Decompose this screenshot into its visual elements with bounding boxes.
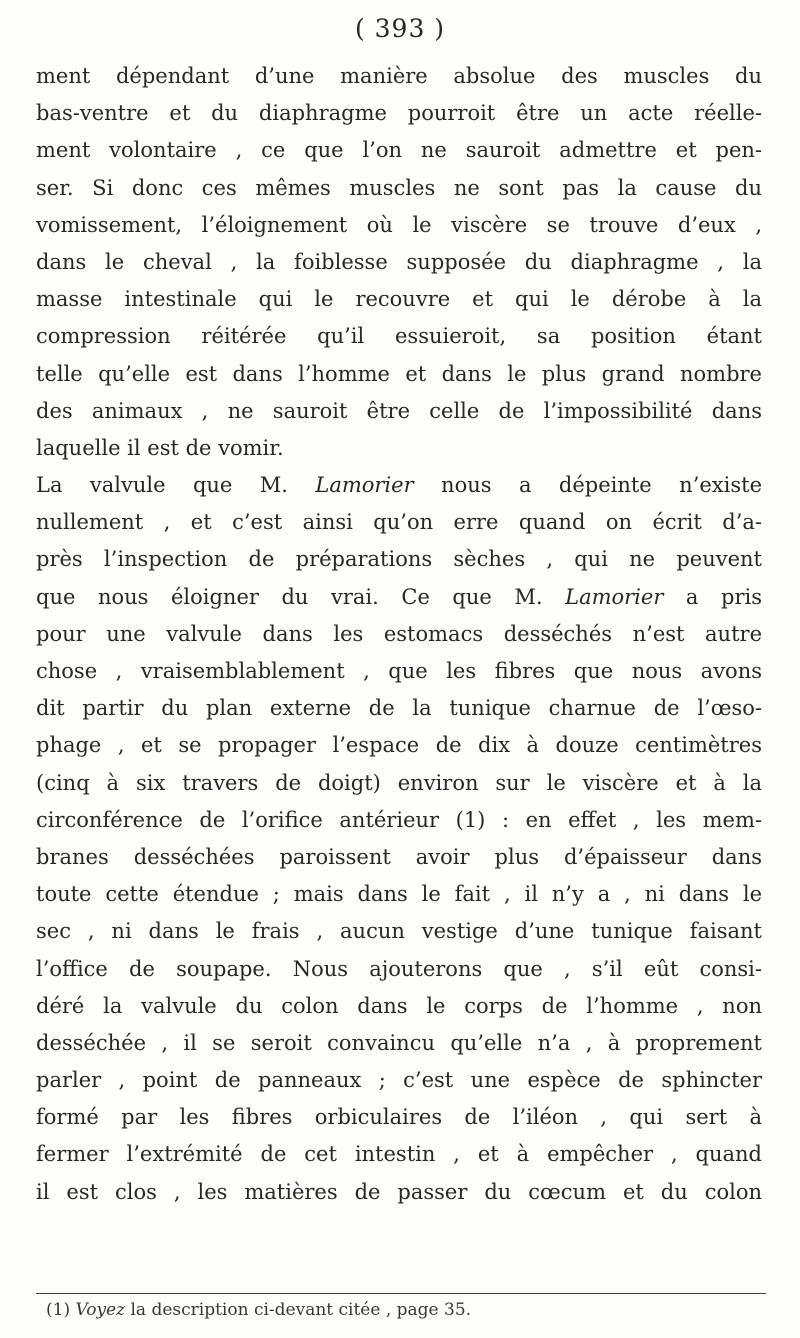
text-line: dit partir du plan externe de la tunique charnue de l’œso- <box>36 696 762 721</box>
footnote-rule <box>36 1293 766 1294</box>
text-line: déré la valvule du colon dans le corps de l’homme , non <box>36 993 762 1018</box>
text-line: La valvule que M. Lamorier nous a dépeinte n’existe <box>36 473 762 498</box>
text-line: laquelle il est de vomir. <box>36 435 284 460</box>
body-text <box>36 58 762 1211</box>
text-line: (cinq à six travers de doigt) environ sur le viscère et à la <box>36 770 762 795</box>
text-line: nullement , et c’est ainsi qu’on erre quand on écrit d’a- <box>36 510 762 535</box>
footnote-italic-word: Voyez <box>75 1300 126 1320</box>
text-line: ser. Si donc ces mêmes muscles ne sont pas la cause du <box>36 175 762 200</box>
text-line: branes desséchées paroissent avoir plus d’épaisseur dans <box>36 844 762 869</box>
text-line: dans le cheval , la foiblesse supposée du diaphragme , la <box>36 249 762 274</box>
text-line: près l’inspection de préparations sèches , qui ne peuvent <box>36 547 762 572</box>
text-line: compression réitérée qu’il essuieroit, sa position étant <box>36 324 762 349</box>
text-line: telle qu’elle est dans l’homme et dans le plus grand nombre <box>36 361 762 386</box>
text-line: sec , ni dans le frais , aucun vestige d’une tunique faisant <box>36 919 762 944</box>
text-line: ment volontaire , ce que l’on ne sauroit admettre et pen- <box>36 138 762 163</box>
text-line: phage , et se propager l’espace de dix à douze centimètres <box>36 733 762 758</box>
text-line: formé par les fibres orbiculaires de l’iléon , qui sert à <box>36 1105 762 1130</box>
text-line: circonférence de l’orifice antérieur (1) : en effet , les mem- <box>36 807 762 832</box>
text-line: des animaux , ne sauroit être celle de l’impossibilité dans <box>36 398 762 423</box>
footnote-marker: (1) <box>46 1300 71 1320</box>
footnote <box>46 1300 471 1320</box>
text-line: l’office de soupape. Nous ajouterons que , s’il eût consi- <box>36 956 762 981</box>
text-line: fermer l’extrémité de cet intestin , et à empêcher , quand <box>36 1142 762 1167</box>
text-line: ment dépendant d’une manière absolue des muscles du <box>36 64 762 88</box>
text-line: il est clos , les matières de passer du cœcum et du colon <box>36 1179 762 1204</box>
text-line: bas-ventre et du diaphragme pourroit être un acte réelle- <box>36 101 762 126</box>
text-line: toute cette étendue ; mais dans le fait , il n’y a , ni dans le <box>36 882 762 907</box>
text-line: desséchée , il se seroit convaincu qu’elle n’a , à proprement <box>36 1030 762 1055</box>
text-line: pour une valvule dans les estomacs desséchés n’est autre <box>36 621 762 646</box>
text-line: que nous éloigner du vrai. Ce que M. Lamorier a pris <box>36 584 762 609</box>
footnote-text: la description ci-devant citée , page 35. <box>130 1300 472 1320</box>
text-line: vomissement, l’éloignement où le viscère se trouve d’eux , <box>36 212 762 237</box>
text-line: masse intestinale qui le recouvre et qui le dérobe à la <box>36 287 762 312</box>
text-line: chose , vraisemblablement , que les fibres que nous avons <box>36 659 762 683</box>
page-number-header: ( 393 ) <box>354 14 446 43</box>
text-line: parler , point de panneaux ; c’est une espèce de sphincter <box>36 1068 762 1093</box>
